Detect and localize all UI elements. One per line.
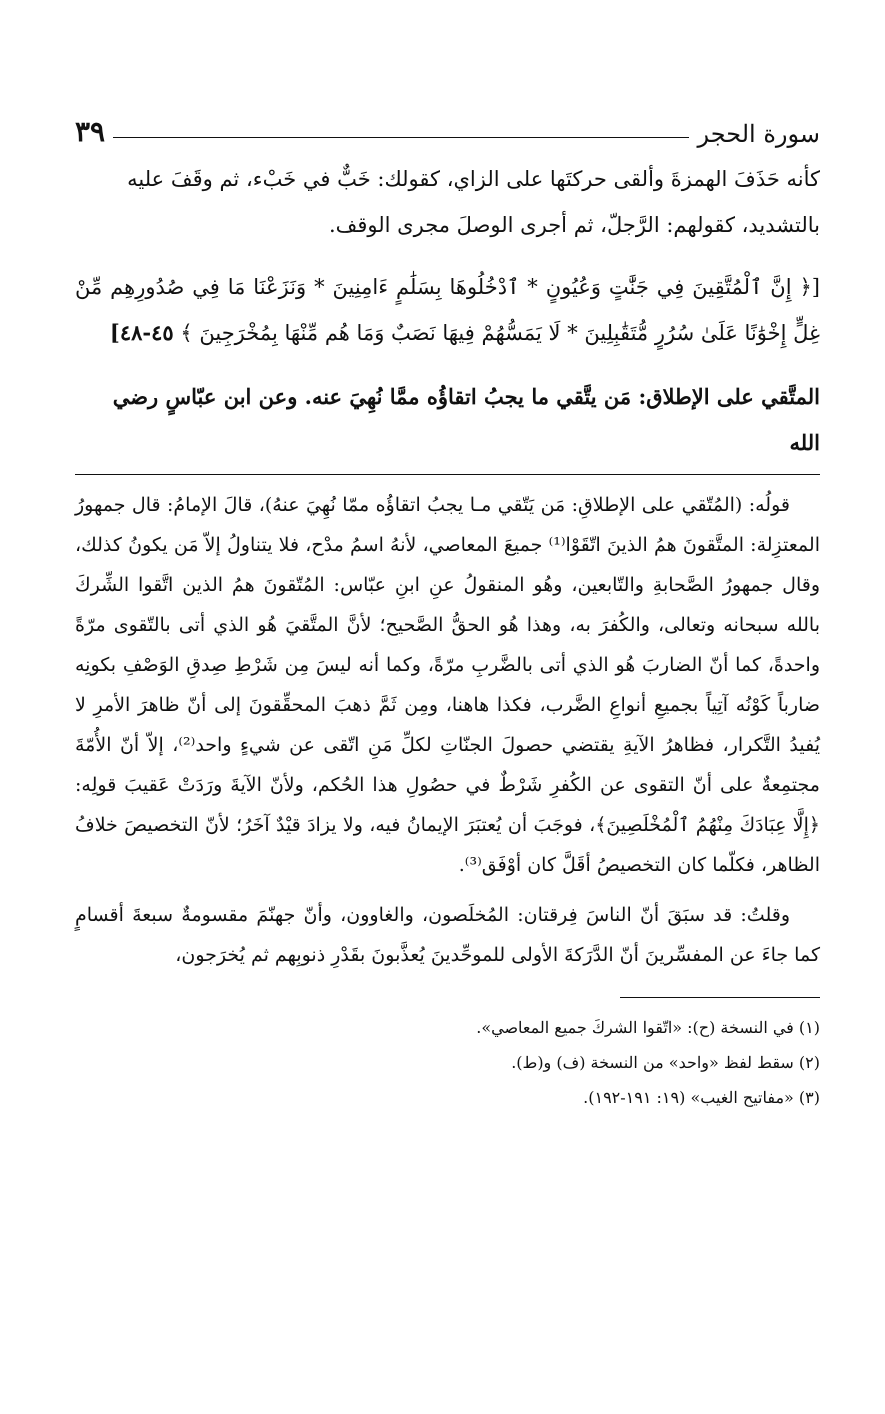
footnote-2: (٢) سقط لفظ «واحد» من النسخة (ف) و(ط). <box>511 1053 820 1072</box>
footnote-divider <box>620 997 820 998</box>
intro-line-2: بالتشديد، كقولهم: الرَّجلّ، ثم أجرى الوصلَ مجرى الوقف. <box>328 213 820 237</box>
footnote-3: (٣) «مفاتيح الغيب» (١٩: ١٩١-١٩٢). <box>583 1088 820 1107</box>
quran-verse-block <box>75 264 820 356</box>
footnote-1: (١) في النسخة (ح): «اتّقوا الشركَ جميع المعاصي». <box>476 1018 820 1037</box>
verse-reference: ٤٥-٤٨] <box>109 320 174 345</box>
header-rule <box>113 137 689 138</box>
intro-line-1: كأنه حَذَفَ الهمزةَ وألقى حركتَها على الزاي، كقولك: خَبٌّ في خَبْء، ثم وقَفَ عليه <box>127 167 820 191</box>
quran-verse-text: [﴿ إِنَّ ٱلْمُتَّقِينَ فِي جَنَّٰتٍ وَعُيُونٍ * ٱدْخُلُوهَا بِسَلَٰمٍ ءَامِنِينَ * وَنَزَعْنَا مَا فِي صُدُورِهِم مِّنْ غِلٍّ إِخْوَٰنًا عَلَىٰ سُرُرٍ مُّتَقَٰبِلِينَ * لَا يَمَسُّهُمْ فِيهَا نَصَبٌ وَمَا هُم مِّنْهَا بِمُخْرَجِينَ ﴾ <box>75 275 820 345</box>
commentary-paragraph-1: قولُه: (المُتّقي على الإطلاقِ: مَن يَتّقي مـا يجبُ اتقاؤُه ممّا نُهِيَ عنهُ)، قالَ الإمامُ: قال جمهورُ المعتزِلة: المتَّقونَ همُ الذينَ اتّقَوْا⁽¹⁾ جميعَ المعاصي، لأنهُ اسمُ مدْح، فلا يتناولُ إلاّ مَن يكونُ كذلك، وقال جمهورُ الصَّحابةِ والتّابعين، وهُو المنقولُ عنِ ابنِ عبّاس: المُتّقونَ همُ الذين اتَّقوا الشِّركَ بالله سبحانه وتعالى، والكُفرَ به، وهذا هُو الحقُّ الصَّحيح؛ لأنَّ المتَّقيَ هُو الذي أتى بالتّقوى مرّةً واحدةً، كما أنّ الضاربَ هُو الذي أتى بالضَّربِ مرّةً، وكما أنه ليسَ مِن شَرْطِ صِدقِ الوَصْفِ بكونِه ضارباً كَوْنُه آتِياً بجميعِ أنواعِ الضَّرب، فكذا هاهنا، ومِن ثَمَّ ذهبَ المحقِّقونَ إلى أنّ ظاهرَ الأمرِ لا يُفيدُ التَّكرار، فظاهرُ الآيةِ يقتضي حصولَ الجنّاتِ لكلِّ مَنِ اتّقى عن شيءٍ واحد⁽²⁾، إلاّ أنّ الأُمّةَ مجتمِعةٌ على أنّ التقوى عن الكُفرِ شَرْطٌ في حصُولِ هذا الحُكم، ولأنّ الآيةَ ورَدَتْ عَقيبَ قولِه: ﴿إِلَّا عِبَادَكَ مِنْهُمُ ٱلْمُخْلَصِينَ﴾، فوجَبَ أن يُعتبَرَ الإيمانُ فيه، ولا يزادَ قيْدٌ آخَرُ؛ لأنّ التخصيصَ خلافُ الظاهر، فكلّما كان التخصيصُ أقَلَّ كان أوْفَق⁽³⁾. <box>75 494 820 876</box>
commentary-paragraph-2: وقلتُ: قد سبَقَ أنّ الناسَ فِرقتان: المُخلَصون، والغاوون، وأنّ جهنّمَ مقسومةٌ سبعةَ أقسامٍ كما جاءَ عن المفسِّرينَ أنّ الدَّرَكةَ الأولى للموحِّدينَ يُعذَّبونَ بقَدْرِ ذنوبِهم ثم يُخرَجون، <box>75 904 820 966</box>
section-divider <box>75 474 820 475</box>
running-header <box>75 100 820 148</box>
page-number: ٣٩ <box>75 115 106 148</box>
main-text: المتَّقي على الإطلاق: مَن يتَّقي ما يجبُ اتقاؤُه ممَّا نُهِيَ عنه. وعن ابن عبّاسٍ رضي الله <box>112 384 820 455</box>
book-page <box>75 100 820 1115</box>
surah-title: سورة الحجر <box>697 120 820 148</box>
